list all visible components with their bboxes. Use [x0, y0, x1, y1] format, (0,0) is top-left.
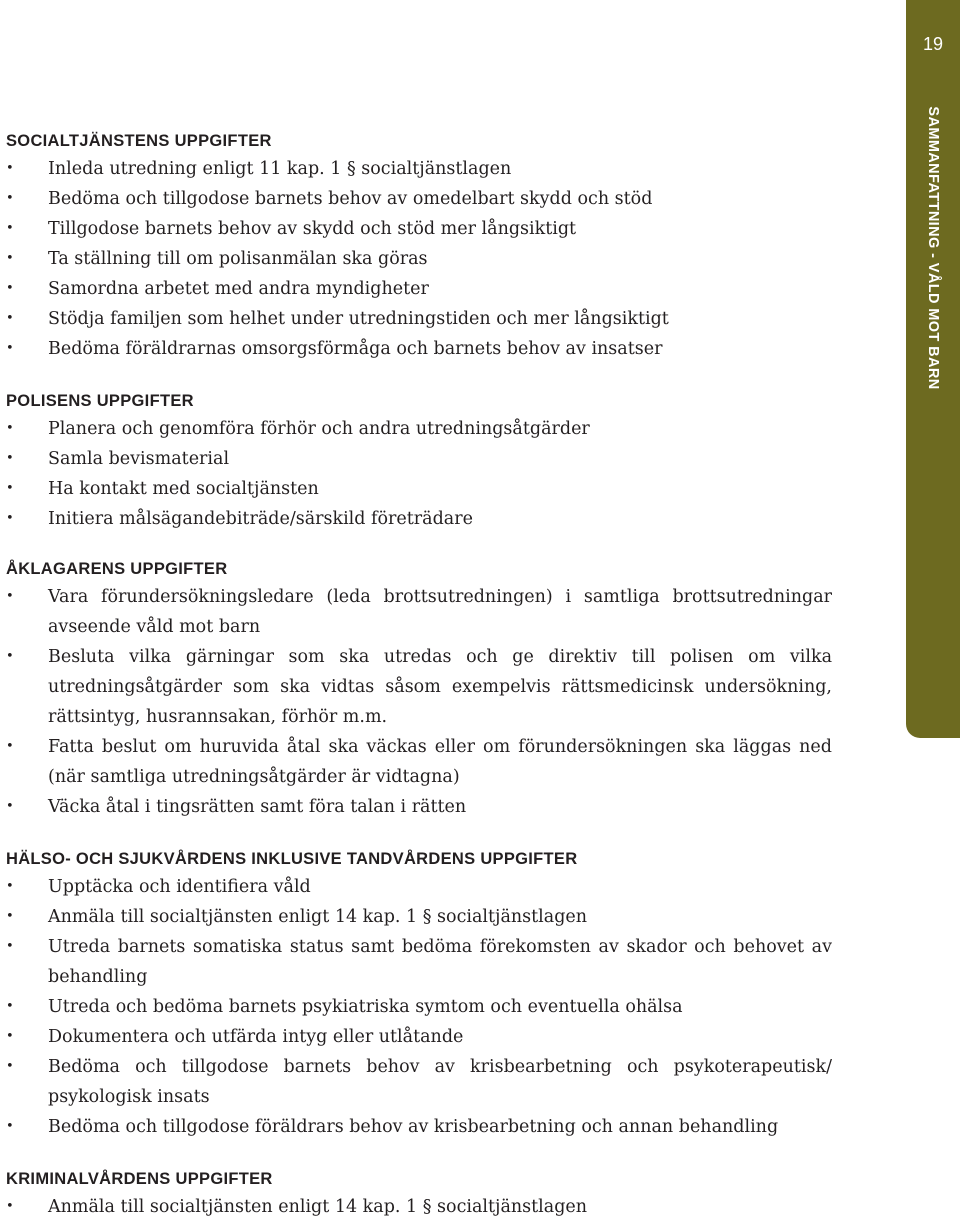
list-item [6, 872, 832, 902]
bullet-list [6, 154, 832, 364]
bullet-icon: • [6, 999, 14, 1014]
bullet-list [6, 414, 832, 534]
list-item-text: Bedöma och tillgodose föräldrars behov av krisbearbetning och annan behandling [48, 1117, 779, 1137]
section-socialtjanst [6, 130, 832, 364]
list-item-text: Tillgodose barnets behov av skydd och stöd mer långsiktigt [48, 219, 577, 239]
section-kriminalvard [6, 1168, 832, 1222]
bullet-icon: • [6, 481, 14, 496]
bullet-icon: • [6, 191, 14, 206]
list-item-text: Väcka åtal i tingsrätten samt föra talan i rätten [48, 797, 467, 817]
list-item [6, 244, 832, 274]
list-item [6, 184, 832, 214]
list-item-text: Bedöma föräldrarnas omsorgsförmåga och barnets behov av insatser [48, 339, 663, 359]
list-item-text: Inleda utredning enligt 11 kap. 1 § socialtjänstlagen [48, 159, 512, 179]
bullet-icon: • [6, 1119, 14, 1134]
list-item-text: Ta ställning till om polisanmälan ska göras [48, 249, 428, 269]
list-item [6, 582, 832, 642]
bullet-icon: • [6, 451, 14, 466]
list-item-text: Utreda barnets somatiska status samt bedöma förekomsten av skador och behovet av behandling [48, 937, 832, 987]
list-item-text: Stödja familjen som helhet under utredningstiden och mer långsiktigt [48, 309, 669, 329]
list-item-text: Planera och genomföra förhör och andra utredningsåtgärder [48, 419, 590, 439]
list-item-text: Ha kontakt med socialtjänsten [48, 479, 319, 499]
list-item [6, 304, 832, 334]
list-item [6, 334, 832, 364]
list-item [6, 214, 832, 244]
bullet-list [6, 872, 832, 1142]
list-item [6, 474, 832, 504]
list-item-text: Bedöma och tillgodose barnets behov av omedelbart skydd och stöd [48, 189, 653, 209]
list-item-text: Initiera målsägandebiträde/särskild företrädare [48, 509, 473, 529]
section-heading: KRIMINALVÅRDENS UPPGIFTER [6, 1170, 273, 1188]
list-item-text: Anmäla till socialtjänsten enligt 14 kap. 1 § socialtjänstlagen [48, 1197, 588, 1217]
list-item [6, 414, 832, 444]
section-polisen [6, 390, 832, 534]
bullet-icon: • [6, 311, 14, 326]
section-heading: ÅKLAGARENS UPPGIFTER [6, 560, 228, 578]
list-item [6, 274, 832, 304]
section-halso-sjukvard [6, 848, 832, 1142]
list-item [6, 444, 832, 474]
bullet-icon: • [6, 1059, 14, 1074]
side-tab [906, 0, 960, 738]
section-heading: SOCIALTJÄNSTENS UPPGIFTER [6, 132, 272, 150]
list-item [6, 642, 832, 732]
list-item [6, 792, 832, 822]
list-item-text: Fatta beslut om huruvida åtal ska väckas eller om förundersökningen ska läggas ned (när samtliga utredningsåtgärder är vidtagna) [48, 737, 832, 787]
list-item-text: Anmäla till socialtjänsten enligt 14 kap. 1 § socialtjänstlagen [48, 907, 588, 927]
bullet-icon: • [6, 1029, 14, 1044]
list-item-text: Vara förundersökningsledare (leda brottsutredningen) i samtliga brottsutredningar avseende våld mot barn [48, 587, 832, 637]
list-item [6, 1052, 832, 1112]
bullet-icon: • [6, 939, 14, 954]
bullet-icon: • [6, 221, 14, 236]
bullet-icon: • [6, 879, 14, 894]
bullet-icon: • [6, 589, 14, 604]
list-item [6, 1112, 832, 1142]
list-item [6, 732, 832, 792]
section-aklagaren [6, 558, 832, 822]
page-number: 19 [922, 34, 944, 54]
bullet-icon: • [6, 799, 14, 814]
section-heading: HÄLSO- OCH SJUKVÅRDENS INKLUSIVE TANDVÅRDENS UPPGIFTER [6, 850, 578, 868]
bullet-icon: • [6, 161, 14, 176]
list-item-text: Bedöma och tillgodose barnets behov av krisbearbetning och psykoterapeutisk/ psykologisk insats [48, 1057, 832, 1107]
list-item [6, 154, 832, 184]
list-item [6, 1022, 832, 1052]
list-item-text: Besluta vilka gärningar som ska utredas och ge direktiv till polisen om vilka utredningsåtgärder som ska vidtas såsom exempelvis rättsmedicinsk undersökning, rättsintyg, husrannsakan, förhör m.m. [48, 647, 832, 727]
bullet-icon: • [6, 511, 14, 526]
section-heading: POLISENS UPPGIFTER [6, 392, 194, 410]
list-item-text: Upptäcka och identifiera våld [48, 877, 311, 897]
list-item-text: Utreda och bedöma barnets psykiatriska symtom och eventuella ohälsa [48, 997, 683, 1017]
list-item [6, 504, 832, 534]
bullet-icon: • [6, 1199, 14, 1214]
list-item [6, 1192, 832, 1222]
bullet-icon: • [6, 739, 14, 754]
list-item-text: Dokumentera och utfärda intyg eller utlåtande [48, 1027, 464, 1047]
bullet-icon: • [6, 281, 14, 296]
bullet-icon: • [6, 421, 14, 436]
bullet-icon: • [6, 909, 14, 924]
bullet-list [6, 1192, 832, 1222]
list-item [6, 992, 832, 1022]
side-section-label: SAMMANFATTNING - VÅLD MOT BARN [925, 106, 941, 390]
list-item [6, 902, 832, 932]
list-item [6, 932, 832, 992]
bullet-icon: • [6, 251, 14, 266]
list-item-text: Samla bevismaterial [48, 449, 230, 469]
bullet-icon: • [6, 341, 14, 356]
bullet-icon: • [6, 649, 14, 664]
bullet-list [6, 582, 832, 822]
list-item-text: Samordna arbetet med andra myndigheter [48, 279, 429, 299]
